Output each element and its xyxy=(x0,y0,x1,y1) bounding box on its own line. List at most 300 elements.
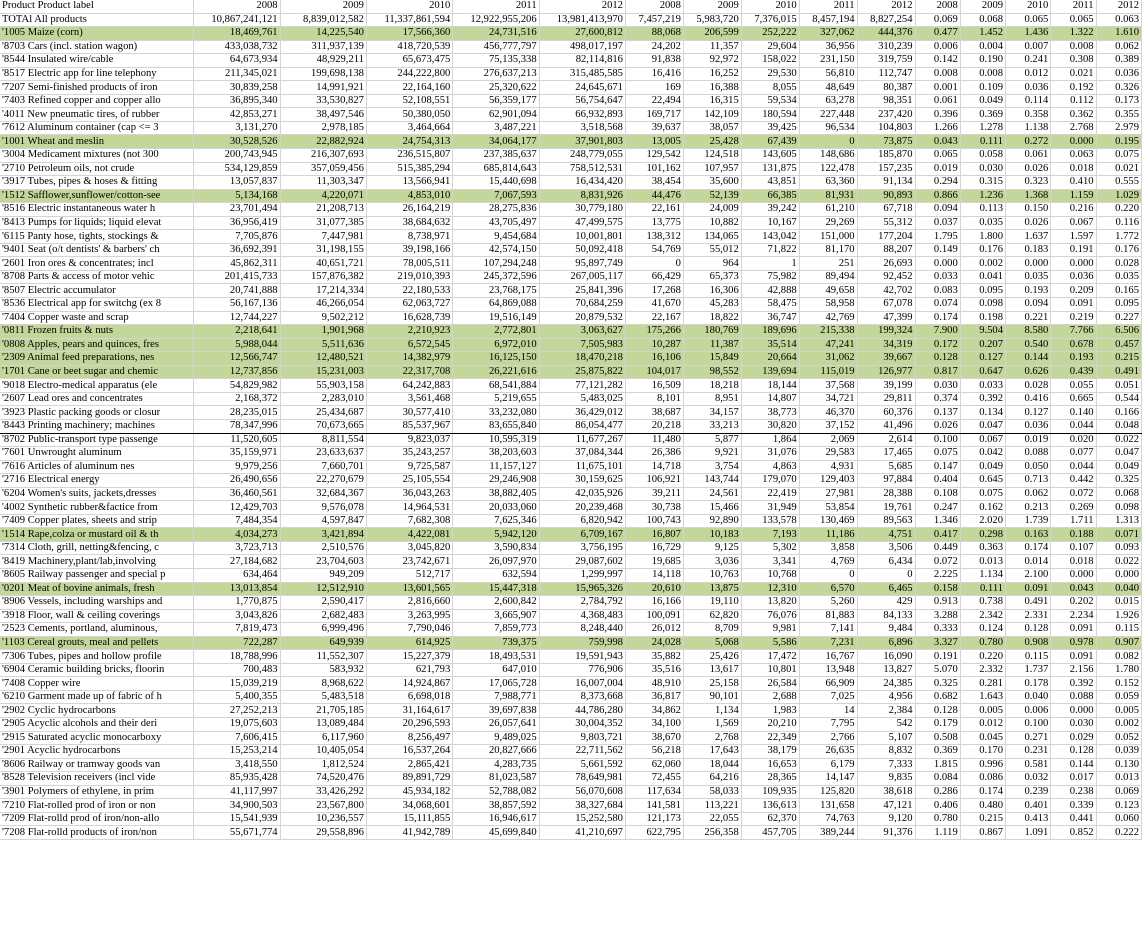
value-cell[interactable]: 15,227,379 xyxy=(366,650,452,664)
value-cell[interactable]: 17,643 xyxy=(683,745,741,759)
value-cell[interactable]: 29,530 xyxy=(741,67,799,81)
value-cell[interactable]: 62,820 xyxy=(683,609,741,623)
value-cell[interactable]: 42,702 xyxy=(857,284,915,298)
value-cell[interactable]: 1.780 xyxy=(1096,663,1141,677)
value-cell[interactable]: 26,490,656 xyxy=(194,474,280,488)
value-cell[interactable]: 1.926 xyxy=(1096,609,1141,623)
value-cell[interactable]: 2,590,417 xyxy=(280,596,366,610)
value-cell[interactable]: 92,452 xyxy=(857,270,915,284)
value-cell[interactable]: 39,637 xyxy=(625,121,683,135)
value-cell[interactable]: 31,076 xyxy=(741,447,799,461)
value-cell[interactable]: 0.173 xyxy=(1096,94,1141,108)
product-label-cell[interactable]: '2915 Saturated acyclic monocarboxy xyxy=(0,731,194,745)
product-label-cell[interactable]: '8443 Printing machinery; machines xyxy=(0,419,194,433)
value-cell[interactable]: 56,070,608 xyxy=(539,785,625,799)
value-cell[interactable]: 8,839,012,582 xyxy=(280,13,366,27)
value-cell[interactable]: 130,469 xyxy=(799,514,857,528)
value-cell[interactable]: 70,673,665 xyxy=(280,419,366,433)
value-cell[interactable]: 36,895,340 xyxy=(194,94,280,108)
value-cell[interactable]: 10,867,241,121 xyxy=(194,13,280,27)
value-cell[interactable]: 70,684,259 xyxy=(539,298,625,312)
value-cell[interactable]: 8,248,440 xyxy=(539,623,625,637)
value-cell[interactable]: 2,688 xyxy=(741,690,799,704)
value-cell[interactable]: 0.358 xyxy=(1006,108,1051,122)
value-cell[interactable]: 7,457,219 xyxy=(625,13,683,27)
value-cell[interactable]: 36,956,419 xyxy=(194,216,280,230)
value-cell[interactable]: 38,497,546 xyxy=(280,108,366,122)
value-cell[interactable]: 0.149 xyxy=(915,243,960,257)
value-cell[interactable]: 0.392 xyxy=(960,392,1005,406)
value-cell[interactable]: 5,661,592 xyxy=(539,758,625,772)
value-cell[interactable]: 179,070 xyxy=(741,474,799,488)
value-cell[interactable]: 0.035 xyxy=(1096,270,1141,284)
value-cell[interactable]: 10,595,319 xyxy=(453,433,539,447)
value-cell[interactable]: 124,518 xyxy=(683,149,741,163)
value-cell[interactable]: 35,243,257 xyxy=(366,447,452,461)
product-label-cell[interactable]: '7616 Articles of aluminum nes xyxy=(0,460,194,474)
value-cell[interactable]: 0.978 xyxy=(1051,636,1096,650)
value-cell[interactable]: 45,283 xyxy=(683,298,741,312)
value-cell[interactable]: 81,883 xyxy=(799,609,857,623)
value-cell[interactable]: 43,705,497 xyxy=(453,216,539,230)
value-cell[interactable]: 185,870 xyxy=(857,149,915,163)
value-cell[interactable]: 65,673,475 xyxy=(366,54,452,68)
value-cell[interactable]: 39,211 xyxy=(625,487,683,501)
value-cell[interactable]: 34,068,601 xyxy=(366,799,452,813)
value-cell[interactable]: 104,017 xyxy=(625,365,683,379)
value-cell[interactable]: 18,822 xyxy=(683,311,741,325)
product-label-cell[interactable]: '7404 Copper waste and scrap xyxy=(0,311,194,325)
value-cell[interactable]: 739,375 xyxy=(453,636,539,650)
value-cell[interactable]: 0.032 xyxy=(1006,772,1051,786)
value-cell[interactable]: 84,133 xyxy=(857,609,915,623)
value-cell[interactable]: 24,385 xyxy=(857,677,915,691)
value-cell[interactable]: 0.091 xyxy=(1006,582,1051,596)
value-cell[interactable]: 0.095 xyxy=(960,284,1005,298)
value-cell[interactable]: 67,718 xyxy=(857,203,915,217)
value-cell[interactable]: 15,252,580 xyxy=(539,812,625,826)
value-cell[interactable]: 2.100 xyxy=(1006,568,1051,582)
header-cell[interactable]: 2011 xyxy=(799,0,857,13)
value-cell[interactable]: 0.008 xyxy=(960,67,1005,81)
value-cell[interactable]: 39,199 xyxy=(857,379,915,393)
value-cell[interactable]: 2.342 xyxy=(960,609,1005,623)
value-cell[interactable]: 276,637,213 xyxy=(453,67,539,81)
value-cell[interactable]: 0.271 xyxy=(1006,731,1051,745)
value-cell[interactable]: 4,956 xyxy=(857,690,915,704)
value-cell[interactable]: 3,045,820 xyxy=(366,541,452,555)
value-cell[interactable]: 256,358 xyxy=(683,826,741,840)
value-cell[interactable]: 7,333 xyxy=(857,758,915,772)
value-cell[interactable]: 8,968,622 xyxy=(280,677,366,691)
value-cell[interactable]: 8,738,971 xyxy=(366,230,452,244)
value-cell[interactable]: 219,010,393 xyxy=(366,270,452,284)
value-cell[interactable]: 42,888 xyxy=(741,284,799,298)
value-cell[interactable]: 0.114 xyxy=(1006,94,1051,108)
product-label-cell[interactable]: '1514 Rape,colza or mustard oil & th xyxy=(0,528,194,542)
value-cell[interactable]: 13,827 xyxy=(857,663,915,677)
value-cell[interactable]: 758,512,531 xyxy=(539,162,625,176)
value-cell[interactable]: 55,312 xyxy=(857,216,915,230)
value-cell[interactable]: 0.176 xyxy=(1096,243,1141,257)
value-cell[interactable]: 30,738 xyxy=(625,501,683,515)
value-cell[interactable]: 0.374 xyxy=(915,392,960,406)
value-cell[interactable]: 0.325 xyxy=(1096,474,1141,488)
value-cell[interactable]: 4,597,847 xyxy=(280,514,366,528)
value-cell[interactable]: 80,387 xyxy=(857,81,915,95)
value-cell[interactable]: 64,242,883 xyxy=(366,379,452,393)
value-cell[interactable]: 14,382,979 xyxy=(366,352,452,366)
value-cell[interactable]: 3,665,907 xyxy=(453,609,539,623)
value-cell[interactable]: 0.005 xyxy=(1096,704,1141,718)
value-cell[interactable]: 0.195 xyxy=(1096,135,1141,149)
value-cell[interactable]: 30,820 xyxy=(741,419,799,433)
header-cell[interactable]: 2011 xyxy=(453,0,539,13)
value-cell[interactable]: 456,777,797 xyxy=(453,40,539,54)
value-cell[interactable]: 22,349 xyxy=(741,731,799,745)
value-cell[interactable]: 89,494 xyxy=(799,270,857,284)
header-cell[interactable]: 2009 xyxy=(683,0,741,13)
value-cell[interactable]: 0.030 xyxy=(960,162,1005,176)
value-cell[interactable]: 47,241 xyxy=(799,338,857,352)
value-cell[interactable]: 98,351 xyxy=(857,94,915,108)
value-cell[interactable]: 0.048 xyxy=(1096,419,1141,433)
product-label-cell[interactable]: TOTAl All products xyxy=(0,13,194,27)
value-cell[interactable]: 25,426 xyxy=(683,650,741,664)
value-cell[interactable]: 129,542 xyxy=(625,149,683,163)
value-cell[interactable]: 19,761 xyxy=(857,501,915,515)
value-cell[interactable]: 39,697,838 xyxy=(453,704,539,718)
value-cell[interactable]: 0.220 xyxy=(1096,203,1141,217)
value-cell[interactable]: 2,510,576 xyxy=(280,541,366,555)
value-cell[interactable]: 8,709 xyxy=(683,623,741,637)
value-cell[interactable]: 0.449 xyxy=(915,541,960,555)
value-cell[interactable]: 9,921 xyxy=(683,447,741,461)
value-cell[interactable]: 15,231,003 xyxy=(280,365,366,379)
header-cell[interactable]: 2010 xyxy=(1006,0,1051,13)
value-cell[interactable]: 34,064,177 xyxy=(453,135,539,149)
value-cell[interactable]: 46,266,054 xyxy=(280,298,366,312)
value-cell[interactable]: 36,956 xyxy=(799,40,857,54)
value-cell[interactable]: 7,376,015 xyxy=(741,13,799,27)
value-cell[interactable]: 17,268 xyxy=(625,284,683,298)
value-cell[interactable]: 211,345,021 xyxy=(194,67,280,81)
value-cell[interactable]: 6.506 xyxy=(1096,325,1141,339)
value-cell[interactable]: 26,635 xyxy=(799,745,857,759)
value-cell[interactable]: 28,235,015 xyxy=(194,406,280,420)
value-cell[interactable]: 8,827,254 xyxy=(857,13,915,27)
value-cell[interactable]: 0.052 xyxy=(1096,731,1141,745)
value-cell[interactable]: 1.278 xyxy=(960,121,1005,135)
value-cell[interactable]: 62,060 xyxy=(625,758,683,772)
value-cell[interactable]: 7,606,415 xyxy=(194,731,280,745)
value-cell[interactable]: 26,164,219 xyxy=(366,203,452,217)
value-cell[interactable]: 0.068 xyxy=(1096,487,1141,501)
value-cell[interactable]: 3.327 xyxy=(915,636,960,650)
value-cell[interactable]: 0.325 xyxy=(915,677,960,691)
value-cell[interactable]: 2.020 xyxy=(960,514,1005,528)
value-cell[interactable]: 0.480 xyxy=(960,799,1005,813)
value-cell[interactable]: 0.176 xyxy=(960,243,1005,257)
value-cell[interactable]: 16,007,004 xyxy=(539,677,625,691)
value-cell[interactable]: 0.075 xyxy=(915,447,960,461)
product-label-cell[interactable]: '2523 Cements, portland, aluminous, xyxy=(0,623,194,637)
value-cell[interactable]: 29,246,908 xyxy=(453,474,539,488)
value-cell[interactable]: 0.033 xyxy=(915,270,960,284)
value-cell[interactable]: 0.062 xyxy=(1006,487,1051,501)
value-cell[interactable]: 1.322 xyxy=(1051,27,1096,41)
value-cell[interactable]: 1.029 xyxy=(1096,189,1141,203)
value-cell[interactable]: 9,725,587 xyxy=(366,460,452,474)
value-cell[interactable]: 2,069 xyxy=(799,433,857,447)
value-cell[interactable]: 8,832 xyxy=(857,745,915,759)
product-label-cell[interactable]: '1001 Wheat and meslin xyxy=(0,135,194,149)
value-cell[interactable]: 5,134,168 xyxy=(194,189,280,203)
value-cell[interactable]: 7.900 xyxy=(915,325,960,339)
value-cell[interactable]: 542 xyxy=(857,717,915,731)
value-cell[interactable]: 0.193 xyxy=(1051,352,1096,366)
value-cell[interactable]: 0.094 xyxy=(915,203,960,217)
value-cell[interactable]: 515,385,294 xyxy=(366,162,452,176)
value-cell[interactable]: 131,658 xyxy=(799,799,857,813)
value-cell[interactable]: 0.069 xyxy=(915,13,960,27)
value-cell[interactable]: 7.766 xyxy=(1051,325,1096,339)
value-cell[interactable]: 54,829,982 xyxy=(194,379,280,393)
value-cell[interactable]: 0.213 xyxy=(1006,501,1051,515)
value-cell[interactable]: 33,530,827 xyxy=(280,94,366,108)
value-cell[interactable]: 0.540 xyxy=(1006,338,1051,352)
value-cell[interactable]: 9,454,684 xyxy=(453,230,539,244)
value-cell[interactable]: 237,420 xyxy=(857,108,915,122)
value-cell[interactable]: 3.288 xyxy=(915,609,960,623)
value-cell[interactable]: 63,360 xyxy=(799,176,857,190)
value-cell[interactable]: 0.091 xyxy=(1051,298,1096,312)
value-cell[interactable]: 12,922,955,206 xyxy=(453,13,539,27)
value-cell[interactable]: 22,317,708 xyxy=(366,365,452,379)
value-cell[interactable]: 30,577,410 xyxy=(366,406,452,420)
value-cell[interactable]: 0.128 xyxy=(1006,623,1051,637)
value-cell[interactable]: 43,851 xyxy=(741,176,799,190)
value-cell[interactable]: 16,509 xyxy=(625,379,683,393)
value-cell[interactable]: 14 xyxy=(799,704,857,718)
value-cell[interactable]: 5,988,044 xyxy=(194,338,280,352)
value-cell[interactable]: 16,416 xyxy=(625,67,683,81)
value-cell[interactable]: 200,743,945 xyxy=(194,149,280,163)
value-cell[interactable]: 0.008 xyxy=(915,67,960,81)
value-cell[interactable]: 17,472 xyxy=(741,650,799,664)
value-cell[interactable]: 1,770,875 xyxy=(194,596,280,610)
header-cell[interactable]: 2011 xyxy=(1051,0,1096,13)
value-cell[interactable]: 10,183 xyxy=(683,528,741,542)
value-cell[interactable]: 3,756,195 xyxy=(539,541,625,555)
value-cell[interactable]: 1,983 xyxy=(741,704,799,718)
value-cell[interactable]: 189,696 xyxy=(741,325,799,339)
value-cell[interactable]: 27,600,812 xyxy=(539,27,625,41)
product-label-cell[interactable]: '8517 Electric app for line telephony xyxy=(0,67,194,81)
product-label-cell[interactable]: '2607 Lead ores and concentrates xyxy=(0,392,194,406)
header-cell[interactable]: 2012 xyxy=(857,0,915,13)
value-cell[interactable]: 31,198,155 xyxy=(280,243,366,257)
value-cell[interactable]: 38,454 xyxy=(625,176,683,190)
value-cell[interactable]: 0.207 xyxy=(960,338,1005,352)
value-cell[interactable]: 39,425 xyxy=(741,121,799,135)
value-cell[interactable]: 48,910 xyxy=(625,677,683,691)
value-cell[interactable]: 15,447,318 xyxy=(453,582,539,596)
value-cell[interactable]: 10,001,801 xyxy=(539,230,625,244)
value-cell[interactable]: 23,704,603 xyxy=(280,555,366,569)
value-cell[interactable]: 327,062 xyxy=(799,27,857,41)
value-cell[interactable]: 47,499,575 xyxy=(539,216,625,230)
value-cell[interactable]: 1.236 xyxy=(960,189,1005,203)
value-cell[interactable]: 21,208,713 xyxy=(280,203,366,217)
value-cell[interactable]: 14,807 xyxy=(741,392,799,406)
value-cell[interactable]: 0.000 xyxy=(1051,257,1096,271)
product-label-cell[interactable]: '6904 Ceramic building bricks, floorin xyxy=(0,663,194,677)
value-cell[interactable]: 30,779,180 xyxy=(539,203,625,217)
product-label-cell[interactable]: '8516 Electric instantaneous water h xyxy=(0,203,194,217)
value-cell[interactable]: 231,150 xyxy=(799,54,857,68)
value-cell[interactable]: 66,429 xyxy=(625,270,683,284)
value-cell[interactable]: 685,814,643 xyxy=(453,162,539,176)
value-cell[interactable]: 38,179 xyxy=(741,745,799,759)
value-cell[interactable]: 52,788,082 xyxy=(453,785,539,799)
value-cell[interactable]: 14,225,540 xyxy=(280,27,366,41)
value-cell[interactable]: 1.452 xyxy=(960,27,1005,41)
product-label-cell[interactable]: '8544 Insulated wire/cable xyxy=(0,54,194,68)
value-cell[interactable]: 0.174 xyxy=(915,311,960,325)
value-cell[interactable]: 0.170 xyxy=(960,745,1005,759)
value-cell[interactable]: 1.091 xyxy=(1006,826,1051,840)
value-cell[interactable]: 129,403 xyxy=(799,474,857,488)
value-cell[interactable]: 22,164,160 xyxy=(366,81,452,95)
value-cell[interactable]: 22,419 xyxy=(741,487,799,501)
value-cell[interactable]: 244,222,800 xyxy=(366,67,452,81)
value-cell[interactable]: 1.436 xyxy=(1006,27,1051,41)
value-cell[interactable]: 2.979 xyxy=(1096,121,1141,135)
value-cell[interactable]: 0 xyxy=(625,257,683,271)
value-cell[interactable]: 42,853,271 xyxy=(194,108,280,122)
value-cell[interactable]: 2.234 xyxy=(1051,609,1096,623)
value-cell[interactable]: 1.119 xyxy=(915,826,960,840)
value-cell[interactable]: 0.015 xyxy=(1096,596,1141,610)
product-label-cell[interactable]: '8702 Public-transport type passenge xyxy=(0,433,194,447)
value-cell[interactable]: 0.363 xyxy=(960,541,1005,555)
value-cell[interactable]: 0.272 xyxy=(1006,135,1051,149)
value-cell[interactable]: 143,744 xyxy=(683,474,741,488)
value-cell[interactable]: 315,485,585 xyxy=(539,67,625,81)
value-cell[interactable]: 20,879,532 xyxy=(539,311,625,325)
value-cell[interactable]: 5,942,120 xyxy=(453,528,539,542)
value-cell[interactable]: 634,464 xyxy=(194,568,280,582)
value-cell[interactable]: 20,610 xyxy=(625,582,683,596)
value-cell[interactable]: 0.022 xyxy=(1096,555,1141,569)
value-cell[interactable]: 37,152 xyxy=(799,419,857,433)
value-cell[interactable]: 0.491 xyxy=(1096,365,1141,379)
value-cell[interactable]: 126,977 xyxy=(857,365,915,379)
value-cell[interactable]: 1.711 xyxy=(1051,514,1096,528)
value-cell[interactable]: 88,068 xyxy=(625,27,683,41)
value-cell[interactable]: 38,687 xyxy=(625,406,683,420)
product-label-cell[interactable]: '2901 Acyclic hydrocarbons xyxy=(0,745,194,759)
header-cell[interactable]: 2008 xyxy=(915,0,960,13)
value-cell[interactable]: 0.001 xyxy=(915,81,960,95)
value-cell[interactable]: 2,865,421 xyxy=(366,758,452,772)
value-cell[interactable]: 44,476 xyxy=(625,189,683,203)
value-cell[interactable]: 0.222 xyxy=(1096,826,1141,840)
value-cell[interactable]: 16,767 xyxy=(799,650,857,664)
value-cell[interactable]: 104,803 xyxy=(857,121,915,135)
value-cell[interactable]: 78,649,981 xyxy=(539,772,625,786)
value-cell[interactable]: 2,614 xyxy=(857,433,915,447)
value-cell[interactable]: 8,256,497 xyxy=(366,731,452,745)
product-label-cell[interactable]: '7207 Semi-finished products of iron xyxy=(0,81,194,95)
value-cell[interactable]: 16,252 xyxy=(683,67,741,81)
value-cell[interactable]: 66,932,893 xyxy=(539,108,625,122)
value-cell[interactable]: 15,039,219 xyxy=(194,677,280,691)
value-cell[interactable]: 22,711,562 xyxy=(539,745,625,759)
value-cell[interactable]: 5,983,720 xyxy=(683,13,741,27)
value-cell[interactable]: 0.035 xyxy=(960,216,1005,230)
value-cell[interactable]: 23,742,671 xyxy=(366,555,452,569)
value-cell[interactable]: 0.298 xyxy=(960,528,1005,542)
value-cell[interactable]: 11,480 xyxy=(625,433,683,447)
header-cell[interactable]: 2012 xyxy=(1096,0,1141,13)
value-cell[interactable]: 8.580 xyxy=(1006,325,1051,339)
value-cell[interactable]: 26,584 xyxy=(741,677,799,691)
value-cell[interactable]: 632,594 xyxy=(453,568,539,582)
value-cell[interactable]: 169,717 xyxy=(625,108,683,122)
value-cell[interactable]: 92,890 xyxy=(683,514,741,528)
value-cell[interactable]: 3,561,468 xyxy=(366,392,452,406)
value-cell[interactable]: 0.060 xyxy=(1096,812,1141,826)
value-cell[interactable]: 143,605 xyxy=(741,149,799,163)
value-cell[interactable]: 5,685 xyxy=(857,460,915,474)
value-cell[interactable]: 0.108 xyxy=(915,487,960,501)
value-cell[interactable]: 236,515,807 xyxy=(366,149,452,163)
value-cell[interactable]: 0.026 xyxy=(915,419,960,433)
value-cell[interactable]: 4,422,081 xyxy=(366,528,452,542)
value-cell[interactable]: 0.065 xyxy=(1051,13,1096,27)
value-cell[interactable]: 21,705,185 xyxy=(280,704,366,718)
value-cell[interactable]: 0.216 xyxy=(1051,203,1096,217)
value-cell[interactable]: 6,572,545 xyxy=(366,338,452,352)
value-cell[interactable]: 649,939 xyxy=(280,636,366,650)
value-cell[interactable]: 1.739 xyxy=(1006,514,1051,528)
value-cell[interactable]: 56,167,136 xyxy=(194,298,280,312)
value-cell[interactable]: 89,891,729 xyxy=(366,772,452,786)
value-cell[interactable]: 251 xyxy=(799,257,857,271)
value-cell[interactable]: 28,388 xyxy=(857,487,915,501)
value-cell[interactable]: 64,673,934 xyxy=(194,54,280,68)
value-cell[interactable]: 38,618 xyxy=(857,785,915,799)
value-cell[interactable]: 20,296,593 xyxy=(366,717,452,731)
value-cell[interactable]: 11,303,347 xyxy=(280,176,366,190)
value-cell[interactable]: 0.491 xyxy=(1006,596,1051,610)
value-cell[interactable]: 5,483,518 xyxy=(280,690,366,704)
value-cell[interactable]: 0.000 xyxy=(1051,135,1096,149)
value-cell[interactable]: 81,931 xyxy=(799,189,857,203)
value-cell[interactable]: 45,862,311 xyxy=(194,257,280,271)
value-cell[interactable]: 37,901,803 xyxy=(539,135,625,149)
value-cell[interactable]: 96,534 xyxy=(799,121,857,135)
value-cell[interactable]: 33,213 xyxy=(683,419,741,433)
value-cell[interactable]: 9.504 xyxy=(960,325,1005,339)
value-cell[interactable]: 38,684,632 xyxy=(366,216,452,230)
value-cell[interactable]: 26,012 xyxy=(625,623,683,637)
value-cell[interactable]: 38,857,592 xyxy=(453,799,539,813)
value-cell[interactable]: 0.188 xyxy=(1051,528,1096,542)
value-cell[interactable]: 583,932 xyxy=(280,663,366,677)
